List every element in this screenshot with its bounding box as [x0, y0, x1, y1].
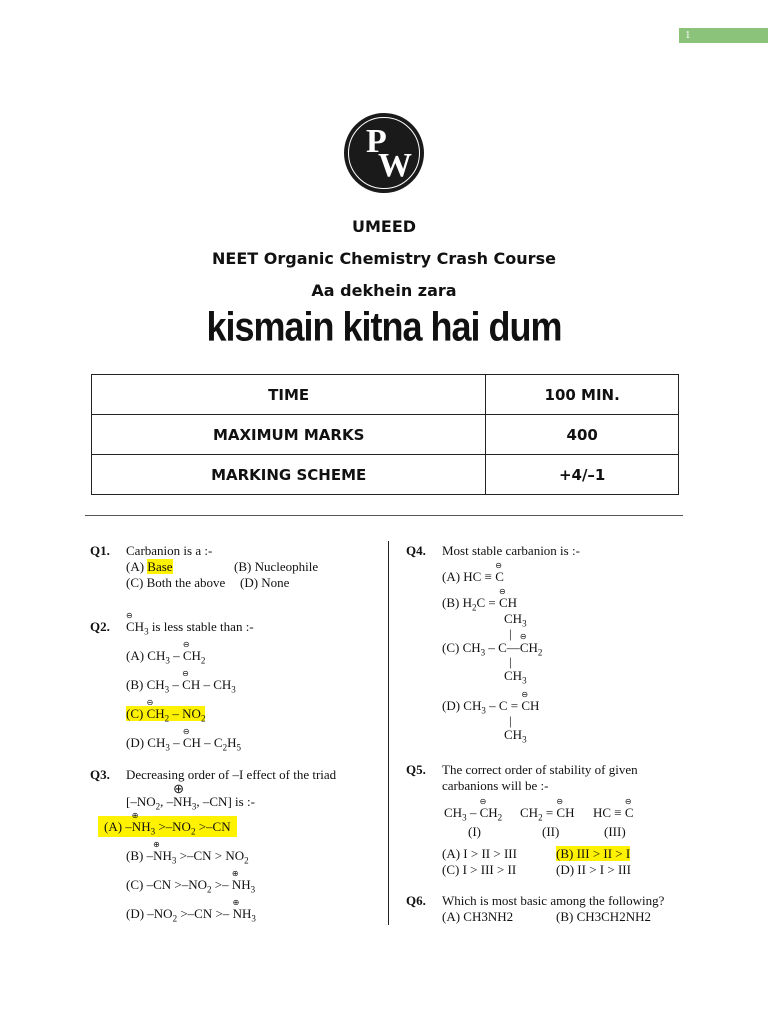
table-row: [92, 415, 679, 455]
option-b: (B) –⊕ $NH_3 >-CN > NO_2$: [126, 848, 249, 869]
anion-carbon: ⊖ C: [147, 706, 156, 722]
structure-label: (II): [542, 824, 560, 839]
question-text: Decreasing order of –I effect of the triad: [126, 767, 337, 782]
row-label: MARKING SCHEME: [92, 455, 486, 495]
anion-carbon: ⊖ C: [625, 805, 634, 821]
option-d: (D) $CH_3$ – ⊖ CH – $C_2H_5$: [126, 735, 241, 756]
option-b: (B) $H_2C$ = ⊖ CH: [442, 595, 517, 616]
anion-carbon: ⊖ C: [521, 698, 530, 714]
option-d: (D) None: [240, 575, 290, 590]
anion-carbon: ⊖ C: [182, 677, 191, 693]
row-label: MAXIMUM MARKS: [92, 415, 486, 455]
option-a: (A) HC ≡ ⊖ C: [442, 569, 504, 585]
slogan: kismain kitna hai dum: [206, 303, 562, 350]
option-a: [98, 819, 237, 840]
option-d: (D) $CH_3$ – C = ⊖ CH: [442, 698, 539, 719]
bond-line: |: [509, 626, 512, 641]
structure-iii: HC ≡ ⊖ C: [593, 805, 634, 821]
option-c: (C) $-CN >-NO_2$ >– ⊕ $NH_3$: [126, 877, 255, 898]
anion-carbon: ⊖ C: [499, 595, 508, 611]
cation-nitrogen: ⊕ N: [232, 877, 241, 893]
highlighted-answer: (A) –⊕ $NH_3 >-NO_2 >-CN$: [98, 816, 237, 837]
tagline: Aa dekhein zara: [311, 281, 457, 300]
substituent-ch3: $CH_3$: [504, 727, 527, 745]
option-b: (B) Nucleophile: [234, 559, 319, 574]
option-b: (B) $CH_3$ – ⊖ CH – $CH_3$: [126, 677, 236, 698]
option-b: [556, 846, 630, 862]
substituent-ch3: $CH_3$: [504, 611, 527, 629]
option-d: (D) II > I > III: [556, 862, 631, 877]
question-number: Q5.: [406, 762, 426, 777]
option-b: (B) CH3CH2NH2: [556, 909, 651, 924]
highlighted-answer: Base: [147, 559, 173, 574]
question-text: Most stable carbanion is :-: [442, 543, 580, 558]
question-text: ⊖ $CH_3$ is less stable than :-: [126, 619, 254, 640]
structure-i: $CH_3$ – ⊖ $CH_2$: [444, 805, 502, 826]
exam-info-table: [91, 374, 679, 495]
cation-nitrogen: ⊕ N: [173, 794, 182, 810]
question-number: Q3.: [90, 767, 110, 782]
logo-letter-p: P: [366, 123, 387, 160]
formula-ch3: ⊖ C: [126, 619, 135, 635]
anion-carbon: ⊖ C: [556, 805, 565, 821]
page-number: 1: [679, 28, 768, 43]
option-a: (A) $CH_3$ – ⊖ $CH_2$: [126, 648, 205, 669]
question-text: Carbanion is a :-: [126, 543, 213, 558]
column-divider: [388, 541, 389, 925]
row-label: TIME: [92, 375, 486, 415]
cation-nitrogen: ⊕ N: [153, 848, 162, 864]
option-c: [126, 706, 205, 727]
bond-line: |: [509, 713, 512, 728]
row-value: 100 MIN.: [486, 375, 679, 415]
question-text-2: [$-NO_2$, –⊕ $NH_3$, –CN] is :-: [126, 794, 255, 815]
option-a: (A) I > II > III: [442, 846, 517, 861]
table-row: [92, 455, 679, 495]
cation-nitrogen: ⊕ N: [132, 819, 141, 835]
row-value: 400: [486, 415, 679, 455]
highlighted-answer: (B) III > II > I: [556, 846, 631, 861]
option-c: (C) Both the above: [126, 575, 226, 590]
anion-carbon: ⊖ C: [520, 640, 529, 656]
anion-carbon: ⊖ C: [495, 569, 504, 585]
structure-label: (I): [468, 824, 481, 839]
question-number: Q6.: [406, 893, 426, 908]
bond-line: |: [509, 654, 512, 669]
course-title: NEET Organic Chemistry Crash Course: [212, 249, 556, 268]
substituent-ch3: $CH_3$: [504, 668, 527, 686]
question-number: Q4.: [406, 543, 426, 558]
row-value: +4/–1: [486, 455, 679, 495]
option-c: (C) $CH_3$ – C—⊖ $CH_2$: [442, 640, 542, 661]
brand-title: UMEED: [351, 217, 417, 236]
anion-carbon: ⊖ C: [183, 648, 192, 664]
question-text-2: carbanions will be :-: [442, 778, 549, 793]
anion-carbon: ⊖ C: [480, 805, 489, 821]
anion-carbon: ⊖ C: [183, 735, 192, 751]
structure-ii: $CH_2$ = ⊖ CH: [520, 805, 574, 826]
table-row: [92, 375, 679, 415]
pw-logo: [344, 113, 424, 193]
option-a: (A) CH3NH2: [442, 909, 514, 924]
horizontal-divider: [85, 515, 683, 516]
question-number: Q1.: [90, 543, 110, 558]
structure-label: (III): [604, 824, 626, 839]
question-text: Which is most basic among the following?: [442, 893, 665, 908]
option-d: (D) $-NO_2 >-CN$ >– ⊕ $NH_3$: [126, 906, 256, 927]
option-c: (C) I > III > II: [442, 862, 517, 877]
highlighted-answer: (C) ⊖ $CH_2 - NO_2$: [126, 706, 205, 721]
cation-nitrogen: ⊕ N: [233, 906, 242, 922]
logo-letter-w: W: [378, 147, 412, 184]
question-text: The correct order of stability of given: [442, 762, 638, 777]
option-a: (A) Base: [126, 559, 173, 574]
question-number: Q2.: [90, 619, 110, 634]
